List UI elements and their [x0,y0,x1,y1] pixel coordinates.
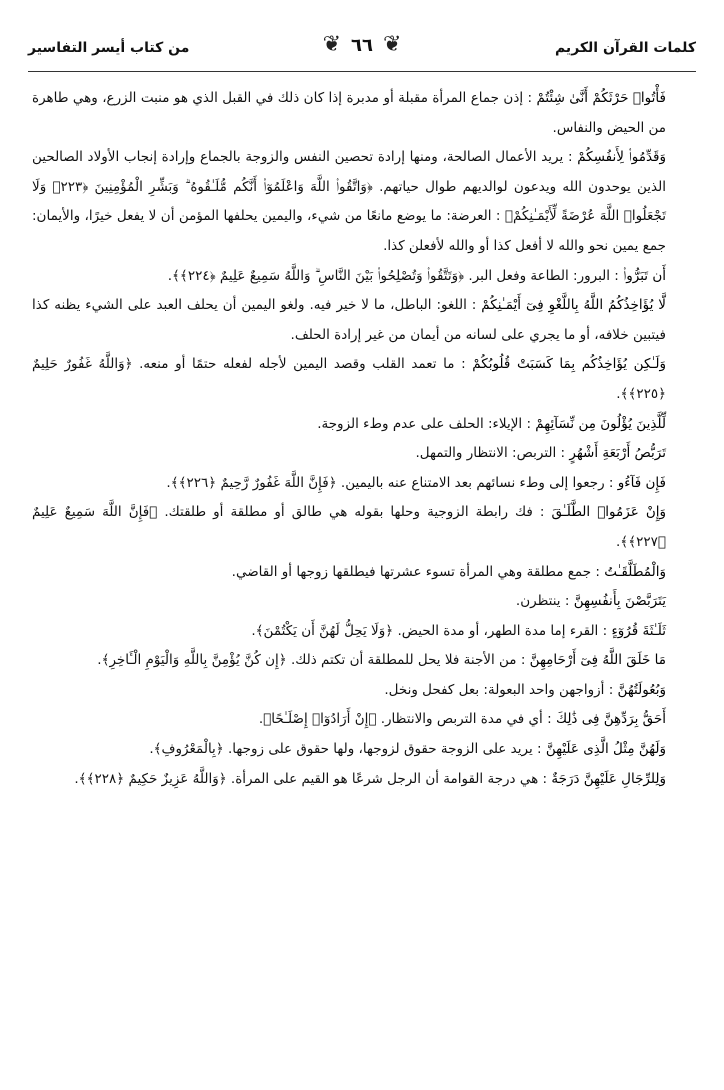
glossary-entry [32,410,692,440]
explanation-text: : الإيلاء: الحلف على عدم وطء الزوجة. [317,415,536,432]
quran-phrase: وَالْمُطَلَّقَـٰتُ [604,563,666,580]
explanation-text: : ما تعمد القلب وقصد اليمين لأجله لفعله حتمًا أو منعه. ﴿وَاللَّهُ غَفُورٌ حَلِيمٌ ﴿٢٢٥﴾﴾. [32,356,666,402]
quran-phrase: تَرَبُّصُ أَرْبَعَةِ أَشْهُرٍ [569,445,666,462]
explanation-text: : فك رابطة الزوجية وحلها بقوله هي طالق أو مطلقة أو طلقتك. ﴿فَإِنَّ اللَّهَ سَمِيعٌ عَلِيمٌ ﴿٢٢٧﴾﴾. [32,504,666,550]
glossary-entry [32,291,692,350]
glossary-entry [32,558,692,588]
ornament-right-icon: ❦ [322,32,342,57]
quran-phrase: أَحَقُّ بِرَدِّهِنَّ فِى ذَٰلِكَ [555,711,666,728]
quran-phrase: لِّلَّذِينَ يُؤْلُونَ مِن نِّسَآئِهِمْ [535,415,666,432]
quran-phrase: فَأْتُوا۟ حَرْثَكُمْ أَنَّىٰ شِئْتُمْ [536,90,666,106]
quran-phrase: وَقَدِّمُوا۟ لِأَنفُسِكُمْ [577,149,667,166]
ornament-left-icon: ❦ [382,32,402,57]
glossary-entry [32,469,692,499]
explanation-text: : أي في مدة التربص والانتظار. ﴿إِنْ أَرَادُوٓا۟ إِصْلَـٰحًا﴾. [258,711,556,728]
glossary-entry [32,84,692,143]
glossary-entry [32,143,692,261]
quran-phrase: وَإِنْ عَزَمُوا۟ الطَّلَـٰقَ [551,504,667,521]
explanation-text: : رجعوا إلى وطء نسائهم بعد الامتناع عنه باليمين. ﴿فَإِنَّ اللَّهَ غَفُورٌ رَّحِيمٌ ﴿٢٢٦﴾﴾. [166,474,618,491]
explanation-text: : ينتظرن. [515,593,574,610]
glossary-entry [32,587,692,617]
explanation-text: : اللغو: الباطل، ما لا خير فيه. ولغو اليمين أن يحلف العبد على الشيء يظنه كذا فيتبين خلافه، أو ما يجري على لسانه من أيمان من غير إرادة الحلف. [32,297,666,343]
glossary-entry [32,676,692,706]
glossary-entry [32,705,692,735]
page-header [28,28,696,72]
quran-phrase: وَلِلرِّجَالِ عَلَيْهِنَّ دَرَجَةٌ [551,770,666,787]
glossary-entry [32,350,692,409]
body-text [32,84,692,794]
quran-phrase: وَلَـٰكِن يُؤَاخِذُكُم بِمَا كَسَبَتْ قُلُوبُكُمْ [472,356,666,373]
explanation-text: : القرء إما مدة الطهر، أو مدة الحيض. ﴿وَلَا يَحِلُّ لَهُنَّ أَن يَكْتُمْنَ﴾. [251,622,612,639]
glossary-entry [32,262,692,292]
glossary-entry [32,765,692,795]
quran-phrase: وَبُعُولَتُهُنَّ [617,681,666,698]
explanation-text: : إذن جماع المرأة مقبلة أو مدبرة إذا كان ذلك في القبل الذي هو منبت الزرع، وهي طاهرة من الحيض والنفاس. [32,90,666,136]
explanation-text: : جمع مطلقة وهي المرأة تسوء عشرتها فيطلقها زوجها أو القاضي. [231,563,605,580]
quran-phrase: مَا خَلَقَ اللَّهُ فِىٓ أَرْحَامِهِنَّ [529,652,666,669]
glossary-entry [32,617,692,647]
explanation-text: : هي درجة القوامة أن الرجل شرعًا هو القيم على المرأة. ﴿وَاللَّهُ عَزِيزٌ حَكِيمٌ ﴿٢٢٨﴾﴾. [74,770,552,787]
glossary-entry [32,439,692,469]
glossary-entry [32,646,692,676]
header-rule [28,71,696,72]
explanation-text: : يريد الأعمال الصالحة، ومنها إرادة تحصين النفس والزوجة بالجماع وإرادة إنجاب الأولاد الصالحين الذين يوحدون الله ويدعون لوالديهم طوال حياتهم. ﴿وَاتَّقُوا۟ اللَّهَ وَاعْلَمُوٓا۟ أَنَّكُم مُّلَـٰقُوهُ ۗ وَبَشِّرِ الْمُؤْمِنِينَ ﴿٢٢٣﴾ وَلَا تَجْعَلُوا۟ اللَّهَ عُرْضَةً لِّأَيْمَـٰنِكُمْ﴾ : العرضة: ما يوضع مانعًا من شيء، واليمين يحلفها المؤمن أن لا يفعل خيرًا، والأيمان: جمع يمين نحو والله لا أفعل كذا أو والله لأفعلن كذا. [32,149,666,254]
explanation-text: : البرور: الطاعة وفعل البر. ﴿وَتَتَّقُوا۟ وَتُصْلِحُوا۟ بَيْنَ النَّاسِ ۗ وَاللَّهُ سَمِيعٌ عَلِيمٌ ﴿٢٢٤﴾﴾. [167,267,624,284]
quran-phrase: أَن تَبَرُّوا۟ [623,267,666,284]
book-title: كلمات القرآن الكريم [554,40,696,56]
page-number: ٦٦ [351,34,373,56]
source-title: من كتاب أيسر التفاسير [28,40,190,56]
quran-phrase: يَتَرَبَّصْنَ بِأَنفُسِهِنَّ [573,593,666,610]
page-number-block [323,34,402,56]
quran-phrase: فَإِن فَآءُو [617,474,666,491]
explanation-text: : يريد على الزوجة حقوق لزوجها، ولها حقوق على زوجها. ﴿بِالْمَعْرُوفِ﴾. [149,741,546,758]
quran-phrase: وَلَهُنَّ مِثْلُ الَّذِى عَلَيْهِنَّ [545,741,666,758]
explanation-text: : أزواجهن واحد البعولة: بعل كفحل ونخل. [384,681,618,698]
explanation-text: : التربص: الانتظار والتمهل. [415,445,570,462]
quran-phrase: ثَلَـٰثَةَ قُرُوٓءٍ [611,622,666,639]
quran-phrase: لَّا يُؤَاخِذُكُمُ اللَّهُ بِاللَّغْوِ فِىٓ أَيْمَـٰنِكُمْ [481,297,666,314]
explanation-text: : من الأجنة فلا يحل للمطلقة أن تكتم ذلك. ﴿إِن كُنَّ يُؤْمِنَّ بِاللَّهِ وَالْيَوْمِ الْـَٔاخِرِ﴾. [97,652,530,669]
glossary-entry [32,735,692,765]
glossary-entry [32,498,692,557]
